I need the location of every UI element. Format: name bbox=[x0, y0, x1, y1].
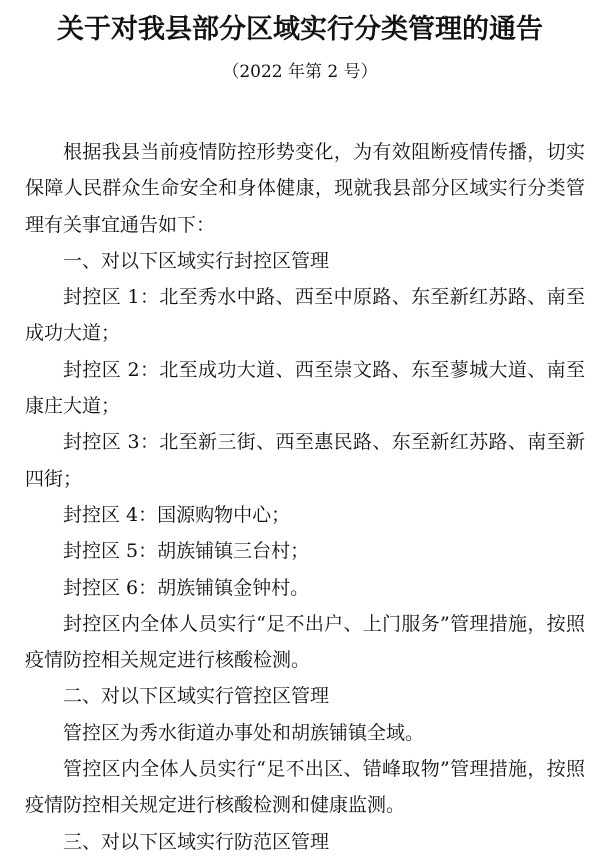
notice-title: 关于对我县部分区域实行分类管理的通告 bbox=[57, 14, 543, 45]
control-zone-scope: 管控区为秀水街道办事处和胡族铺镇全域。 bbox=[63, 721, 425, 744]
section-heading-prevention: 三、对以下区域实行防范区管理 bbox=[63, 830, 330, 853]
control-measures: 管控区内全体人员实行“足不出区、错峰取物”管理措施，按照疫情防控相关规定进行核酸检测和健康监测。 bbox=[25, 758, 585, 817]
lockdown-zone-4: 封控区 4：国源购物中心； bbox=[63, 503, 291, 526]
section-heading-lockdown: 一、对以下区域实行封控区管理 bbox=[63, 249, 330, 272]
lockdown-zone-6: 封控区 6：胡族铺镇金钟村。 bbox=[63, 576, 310, 599]
lockdown-zone-1: 封控区 1：北至秀水中路、西至中原路、东至新红苏路、南至成功大道； bbox=[25, 286, 585, 345]
intro-paragraph: 根据我县当前疫情防控形势变化，为有效阻断疫情传播，切实保障人民群众生命安全和身体健康，现就我县部分区域实行分类管理有关事宜通告如下： bbox=[25, 141, 585, 236]
notice-body bbox=[25, 134, 585, 860]
lockdown-zone-2: 封控区 2：北至成功大道、西至崇文路、东至蓼城大道、南至康庄大道； bbox=[25, 358, 585, 418]
lockdown-measures: 封控区内全体人员实行“足不出户、上门服务”管理措施，按照疫情防控相关规定进行核酸检测。 bbox=[25, 612, 585, 672]
lockdown-zone-3: 封控区 3：北至新三街、西至惠民路、东至新红苏路、南至新四街； bbox=[25, 431, 585, 490]
lockdown-zone-5: 封控区 5：胡族铺镇三台村； bbox=[63, 540, 310, 563]
section-heading-control: 二、对以下区域实行管控区管理 bbox=[63, 685, 330, 708]
issue-number: （2022 年第 2 号） bbox=[222, 62, 378, 82]
